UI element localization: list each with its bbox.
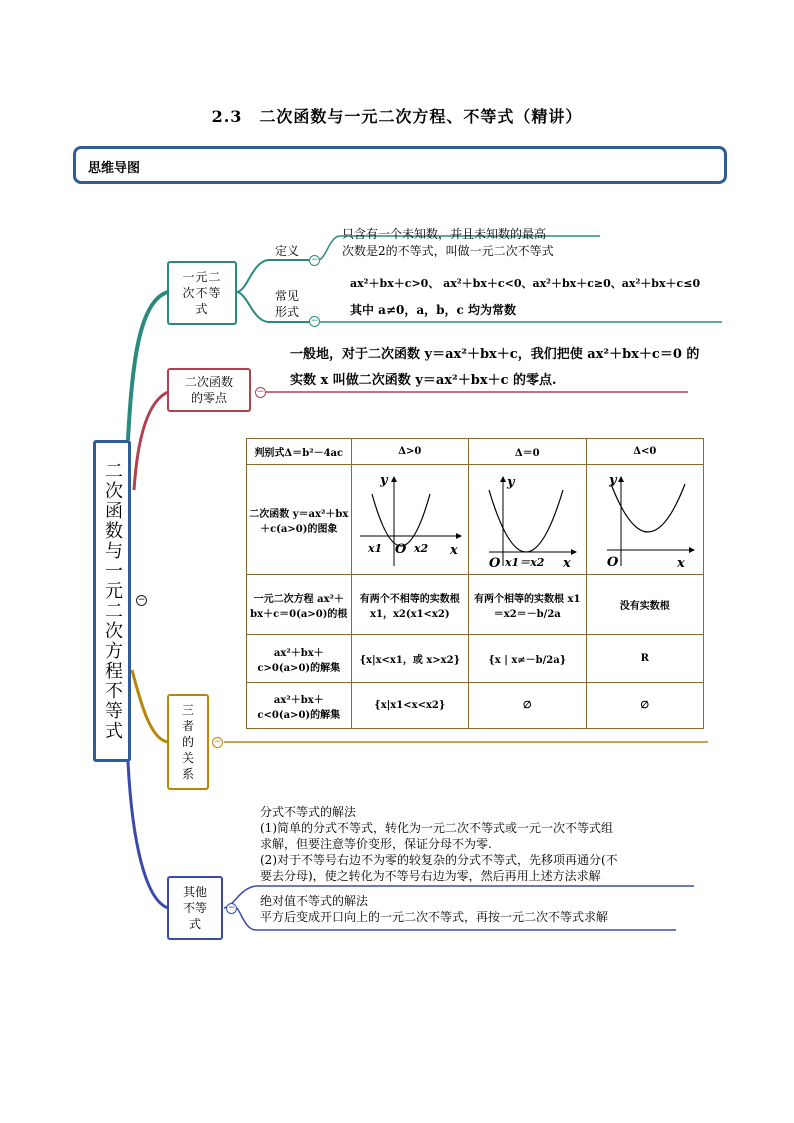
table-cell: Δ>0 [351, 439, 468, 465]
branch-node-inequality-label: 一元二次不等式 [182, 270, 222, 316]
table-cell: {x|x<x1，或 x>x2} [351, 635, 468, 683]
collapse-icon-relation[interactable]: − [213, 737, 222, 747]
table-cell: 判别式Δ＝b²－4ac [247, 439, 352, 465]
branch-node-inequality [167, 261, 237, 325]
definition-label: 定义 [275, 244, 300, 258]
definition-text-line2: 次数是2的不等式，叫做一元二次不等式 [342, 244, 554, 258]
collapse-icon-other[interactable]: − [227, 903, 236, 913]
fraction-text-line5: 要去分母)，使之转化为不等号右边为零，然后再用上述方法求解 [260, 869, 601, 883]
table-cell: 一元二次方程 ax²＋bx＋c＝0(a>0)的根 [247, 575, 352, 635]
table-row-gt [247, 635, 704, 683]
forms-note: 其中 a≠0，a，b，c 均为常数 [350, 303, 517, 317]
branch-node-relation [167, 694, 209, 790]
collapse-icon-forms[interactable]: − [310, 316, 319, 326]
table-cell: R [586, 635, 704, 683]
table-row-graph [247, 465, 704, 575]
axis-label-x: x [563, 555, 572, 568]
table-cell: Δ＝0 [469, 439, 586, 465]
branch-node-other [167, 876, 223, 940]
root-label-x2: x2 [413, 541, 429, 555]
table-cell: 没有实数根 [586, 575, 704, 635]
origin-label: O [489, 555, 501, 568]
abs-text-line1: 绝对值不等式的解法 [260, 894, 369, 908]
table-cell: 二次函数 y＝ax²＋bx＋c(a>0)的图象 [247, 465, 352, 575]
graph-one-root [475, 472, 579, 568]
relation-table [246, 438, 704, 729]
table-row-roots [247, 575, 704, 635]
branch-node-other-label: 其他不等式 [182, 885, 207, 931]
root-label-x1: x1 [367, 541, 383, 555]
forms-label: 常见形式 [275, 289, 300, 319]
table-cell: ax²＋bx＋c>0(a>0)的解集 [247, 635, 352, 683]
table-cell: Δ<0 [586, 439, 704, 465]
connector-branch3 [132, 670, 168, 742]
fraction-text-line2: (1)简单的分式不等式，转化为一元二次不等式或一元一次不等式组 [260, 821, 614, 835]
fraction-text-line1: 分式不等式的解法 [260, 805, 357, 819]
graph-no-root [593, 472, 697, 568]
table-cell: {x|x1<x<x2} [351, 683, 468, 729]
connector-branch4 [128, 762, 168, 908]
table-cell: 有两个不相等的实数根 x1，x2(x1<x2) [351, 575, 468, 635]
axis-label-x: x [676, 555, 685, 568]
collapse-icon-definition[interactable]: − [310, 255, 319, 265]
root-node: 二次函数与一元二次方程不等式 [93, 440, 131, 762]
forms-text: ax²＋bx＋c>0、 ax²＋bx＋c<0、ax²＋bx＋c≥0、ax²＋bx＋c≤0 [350, 277, 701, 290]
table-cell: {x | x≠－b/2a} [469, 635, 586, 683]
axis-label-y: y [379, 472, 388, 488]
fraction-text-line4: (2)对于不等号右边不为零的较复杂的分式不等式，先移项再通分(不 [260, 853, 618, 867]
table-cell: ∅ [586, 683, 704, 729]
graph-two-roots [358, 472, 462, 568]
definition-text-line1: 只含有一个未知数，并且未知数的最高 [342, 227, 547, 241]
axis-label-y: y [507, 474, 515, 490]
graph-cell-two-roots [351, 465, 468, 575]
abs-text-line2: 平方后变成开口向上的一元二次不等式，再按一元二次不等式求解 [260, 910, 609, 924]
table-cell: ax²＋bx＋c<0(a>0)的解集 [247, 683, 352, 729]
table-cell: 有两个相等的实数根 x1＝x2＝－b/2a [469, 575, 586, 635]
zeros-text-line1: 一般地，对于二次函数 y＝ax²＋bx＋c，我们把使 ax²＋bx＋c＝0 的 [290, 347, 700, 362]
branch-node-zeros [167, 368, 251, 412]
table-cell: ∅ [469, 683, 586, 729]
mindmap-header-label: 思维导图 [88, 161, 141, 176]
root-label-x1-eq-x2: x1＝x2 [505, 555, 545, 568]
collapse-icon-root[interactable]: − [137, 595, 146, 605]
page-title: 2.3 二次函数与一元二次方程、不等式（精讲） [211, 107, 583, 126]
table-row-lt [247, 683, 704, 729]
branch-node-relation-label: 三者的关系 [181, 703, 194, 781]
origin-label: O [394, 541, 407, 557]
axis-label-x: x [449, 542, 458, 558]
fraction-text-line3: 求解，但要注意等价变形，保证分母不为零. [260, 837, 492, 851]
collapse-icon-zeros[interactable]: − [256, 387, 265, 397]
graph-cell-no-root [586, 465, 704, 575]
graph-cell-one-root [469, 465, 586, 575]
axis-label-y: y [608, 472, 617, 488]
connector-branch2 [134, 392, 168, 490]
branch-node-zeros-label: 二次函数的零点 [184, 375, 233, 405]
table-row-header [247, 439, 704, 465]
origin-label: O [606, 554, 619, 568]
zeros-text-line2: 实数 x 叫做二次函数 y＝ax²＋bx＋c 的零点. [290, 373, 557, 388]
